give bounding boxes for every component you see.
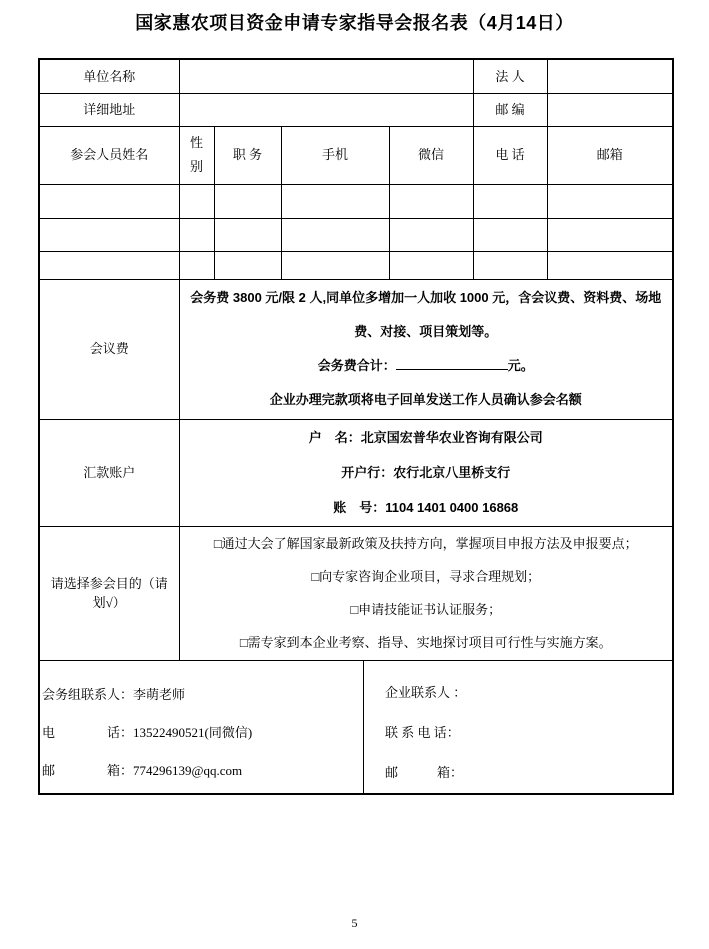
fee-label: 会议费 [39,279,179,419]
account-row [39,419,673,526]
attendee-phone-field[interactable] [473,184,547,218]
gender-header-bottom: 别 [189,159,203,174]
attendee-email-field[interactable] [547,251,673,279]
attendee-wechat-field[interactable] [389,184,473,218]
purpose-label-line2: 划√） [92,595,126,610]
attendee-name-header: 参会人员姓名 [39,126,179,184]
company-contact-block [364,661,672,793]
attendee-email-field[interactable] [547,218,673,251]
phone-header: 电 话 [473,126,547,184]
attendee-gender-field[interactable] [179,184,214,218]
organizer-contact-phone: 电 话：13522490521(同微信) [42,724,253,740]
attendee-position-field[interactable] [214,218,281,251]
fee-total-suffix: 元。 [507,358,534,373]
company-contact-email[interactable]: 邮 箱： [385,764,464,780]
gender-header-top: 性 [189,135,203,150]
mobile-header: 手机 [281,126,389,184]
organizer-contact-email: 邮 箱：774296139@qq.com [42,762,243,778]
attendee-gender-field[interactable] [179,218,214,251]
organizer-contact-block [40,661,364,793]
legal-person-field[interactable] [547,59,673,93]
fee-total-line [180,349,673,383]
contacts-cell [39,660,673,794]
purpose-label-line1: 请选择参会目的（请 [50,575,168,591]
registration-table [38,58,674,795]
page-number: 5 [351,916,358,930]
page-title: 国家惠农项目资金申请专家指导会报名表（4月14日） [135,13,574,33]
attendee-header-row [39,126,673,184]
account-label: 汇款账户 [39,419,179,526]
attendee-wechat-field[interactable] [389,218,473,251]
organizer-contact-name: 会务组联系人：李萌老师 [42,686,186,702]
position-header: 职 务 [214,126,281,184]
fee-amount-blank[interactable] [396,356,508,370]
attendee-position-field[interactable] [214,184,281,218]
unit-name-field[interactable] [179,59,473,93]
fee-line-1: 会务费 3800 元/限 2 人,同单位多增加一人加收 1000 元，含会议费、资料费、场地费、对接、项目策划等。 [190,290,662,339]
legal-person-label: 法 人 [473,59,547,93]
account-bank-line: 开户行：农行北京八里桥支行 [341,465,511,480]
attendee-name-field[interactable] [39,218,179,251]
unit-name-row [39,59,673,93]
attendee-mobile-field[interactable] [281,251,389,279]
attendee-phone-field[interactable] [473,218,547,251]
gender-header [179,126,214,184]
email-header: 邮箱 [547,126,673,184]
fee-content [179,279,673,419]
attendee-email-field[interactable] [547,184,673,218]
purpose-label [39,526,179,660]
fee-row [39,279,673,419]
fee-total-prefix: 会务费合计： [317,358,396,373]
attendee-mobile-field[interactable] [281,184,389,218]
purpose-option-1[interactable]: □通过大会了解国家最新政策及扶持方向，掌握项目申报方法及申报要点； [213,536,638,551]
attendee-phone-field[interactable] [473,251,547,279]
purpose-row [39,526,673,660]
fee-line-3: 企业办理完款项将电子回单发送工作人员确认参会名额 [269,392,582,407]
postcode-field[interactable] [547,93,673,126]
account-number-line: 账 号：1104 1401 0400 16868 [333,500,519,515]
attendee-row [39,251,673,279]
attendee-gender-field[interactable] [179,251,214,279]
account-content [179,419,673,526]
purpose-option-4[interactable]: □需专家到本企业考察、指导、实地探讨项目可行性与实施方案。 [239,635,612,650]
attendee-name-field[interactable] [39,251,179,279]
attendee-mobile-field[interactable] [281,218,389,251]
attendee-row [39,184,673,218]
unit-name-label: 单位名称 [39,59,179,93]
address-row [39,93,673,126]
attendee-wechat-field[interactable] [389,251,473,279]
wechat-header: 微信 [389,126,473,184]
company-contact-name[interactable]: 企业联系人 ： [385,684,467,700]
attendee-name-field[interactable] [39,184,179,218]
postcode-label: 邮 编 [473,93,547,126]
company-contact-phone[interactable]: 联 系 电 话： [385,724,460,740]
address-field[interactable] [179,93,473,126]
attendee-position-field[interactable] [214,251,281,279]
address-label: 详细地址 [39,93,179,126]
contacts-row [39,660,673,794]
account-holder-line: 户 名：北京国宏普华农业咨询有限公司 [308,430,543,445]
purpose-option-2[interactable]: □向专家咨询企业项目，寻求合理规划； [311,569,541,584]
attendee-row [39,218,673,251]
purpose-content [179,526,673,660]
purpose-option-3[interactable]: □申请技能证书认证服务； [350,602,502,617]
